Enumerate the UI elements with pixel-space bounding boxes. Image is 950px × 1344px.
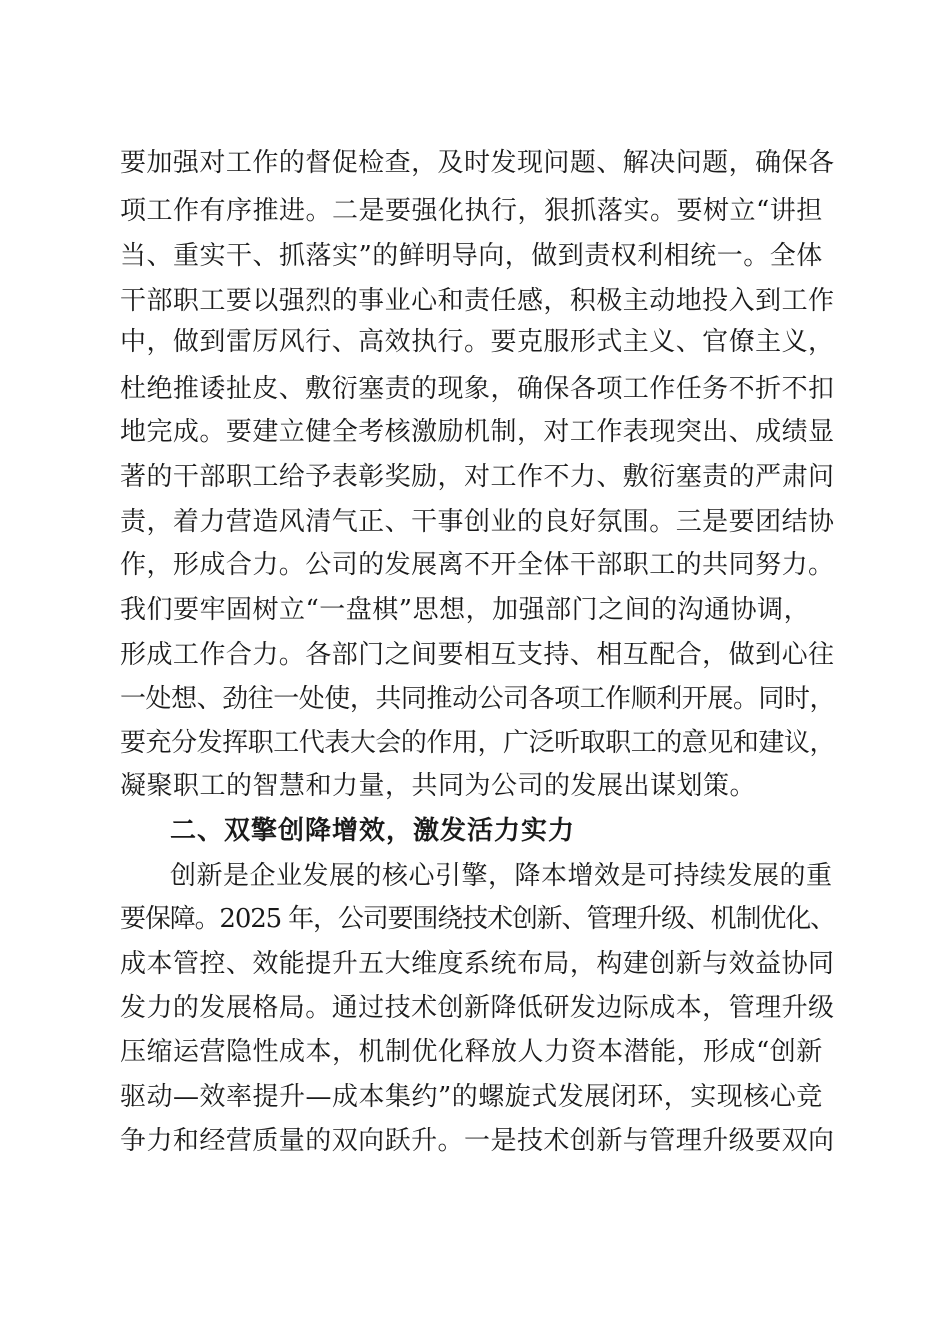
paragraph-line: 创新是企业发展的核心引擎，降本增效是可持续发展的重 [170, 861, 833, 891]
paragraph-line: 驱动—效率提升—成本集约”的螺旋式发展闭环，实现核心竞 [120, 1082, 823, 1112]
paragraph-line: 形成工作合力。各部门之间要相互支持、相互配合，做到心往 [120, 640, 835, 670]
paragraph-line: 发力的发展格局。通过技术创新降低研发边际成本，管理升级 [120, 993, 835, 1023]
paragraph-line: 凝聚职工的智慧和力量，共同为公司的发展出谋划策。 [120, 771, 757, 801]
paragraph-line: 一处想、劲往一处使，共同推动公司各项工作顺利开展。同时， [120, 684, 836, 714]
paragraph-line: 要加强对工作的督促检查，及时发现问题、解决问题，确保各 [120, 148, 835, 178]
section-heading: 二、双擎创降增效，激发活力实力 [170, 816, 576, 846]
paragraph-line: 杜绝推诿扯皮、敷衍塞责的现象，确保各项工作任务不折不扣 [120, 374, 835, 404]
paragraph-line: 成本管控、效能提升五大维度系统布局，构建创新与效益协同 [120, 949, 835, 979]
paragraph-line: 要充分发挥职工代表大会的作用，广泛听取职工的意见和建议， [120, 728, 836, 758]
paragraph-line: 中，做到雷厉风行、高效执行。要克服形式主义、官僚主义， [120, 327, 835, 357]
paragraph-line: 当、重实干、抓落实”的鲜明导向，做到责权利相统一。全体 [120, 241, 823, 271]
paragraph-line: 干部职工要以强烈的事业心和责任感，积极主动地投入到工作 [120, 286, 835, 316]
paragraph-line: 压缩运营隐性成本，机制优化释放人力资本潜能，形成“创新 [120, 1037, 823, 1067]
paragraph-line: 责，着力营造风清气正、干事创业的良好氛围。三是要团结协 [120, 507, 835, 537]
paragraph-line: 要保障。2025 年，公司要围绕技术创新、管理升级、机制优化、 [120, 904, 835, 934]
paragraph-line: 争力和经营质量的双向跃升。一是技术创新与管理升级要双向 [120, 1126, 835, 1156]
paragraph-line: 作，形成合力。公司的发展离不开全体干部职工的共同努力。 [120, 550, 835, 580]
paragraph-line: 著的干部职工给予表彰奖励，对工作不力、敷衍塞责的严肃问 [120, 462, 835, 492]
paragraph-line: 我们要牢固树立“一盘棋”思想，加强部门之间的沟通协调， [120, 595, 811, 625]
paragraph-line: 地完成。要建立健全考核激励机制，对工作表现突出、成绩显 [120, 417, 835, 447]
paragraph-line: 项工作有序推进。二是要强化执行，狠抓落实。要树立“讲担 [120, 196, 823, 226]
